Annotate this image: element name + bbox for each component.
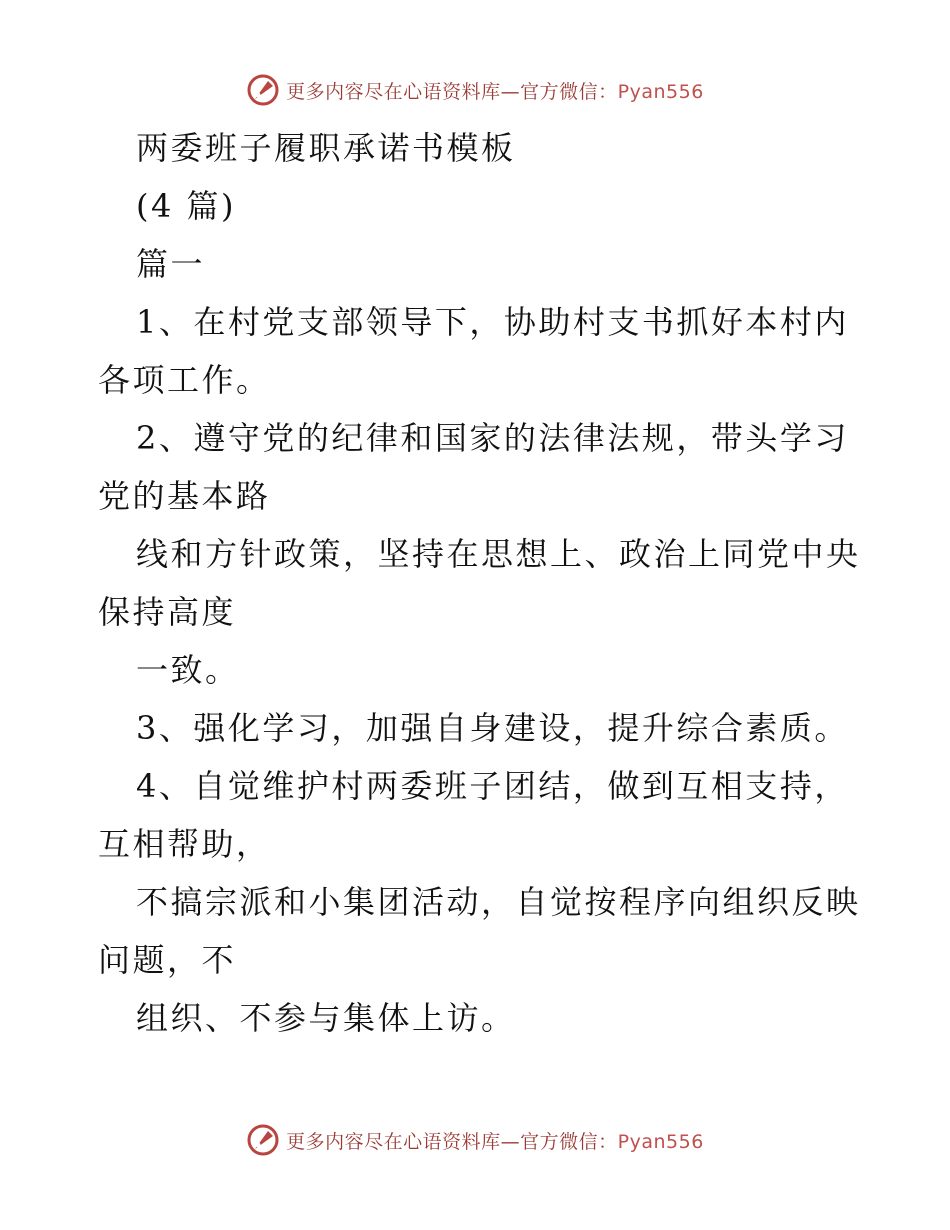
paragraph-line: 4、自觉维护村两委班子团结，做到互相支持， bbox=[136, 767, 849, 805]
paragraph-line: 不搞宗派和小集团活动，自觉按程序向组织反映 bbox=[136, 883, 861, 921]
footer-banner bbox=[0, 1120, 950, 1160]
paragraph-line: 1、在村党支部领导下，协助村支书抓好本村内 bbox=[136, 303, 849, 341]
banner-wechat-id: Pyan556 bbox=[617, 80, 704, 103]
paragraph-line: 组织、不参与集体上访。 bbox=[136, 999, 516, 1037]
pen-nib-logo-icon bbox=[246, 1123, 280, 1157]
header-banner bbox=[0, 70, 950, 110]
document-title: 两委班子履职承诺书模板 bbox=[136, 129, 516, 167]
paragraph-line: 保持高度 bbox=[98, 593, 237, 631]
paragraph-line: 2、遵守党的纪律和国家的法律法规，带头学习 bbox=[136, 419, 849, 457]
paragraph-line: 各项工作。 bbox=[98, 361, 271, 399]
paragraph-line: 问题，不 bbox=[98, 941, 237, 979]
banner-main-text: 更多内容尽在心语资料库—官方微信： bbox=[286, 80, 618, 103]
paragraph-line: 线和方针政策，坚持在思想上、政治上同党中央 bbox=[136, 535, 861, 573]
section-heading: 篇一 bbox=[136, 245, 206, 283]
footer-banner-text bbox=[286, 1127, 704, 1154]
header-banner-text bbox=[286, 77, 704, 104]
paragraph-line: 党的基本路 bbox=[98, 477, 271, 515]
paragraph-line: 一致。 bbox=[136, 651, 240, 689]
paragraph-line: 互相帮助， bbox=[98, 825, 271, 863]
document-subtitle: (4 篇) bbox=[136, 187, 237, 225]
paragraph-line: 3、强化学习，加强自身建设，提升综合素质。 bbox=[136, 709, 849, 747]
banner-wechat-id: Pyan556 bbox=[617, 1130, 704, 1153]
banner-main-text: 更多内容尽在心语资料库—官方微信： bbox=[286, 1130, 618, 1153]
pen-nib-logo-icon bbox=[246, 73, 280, 107]
